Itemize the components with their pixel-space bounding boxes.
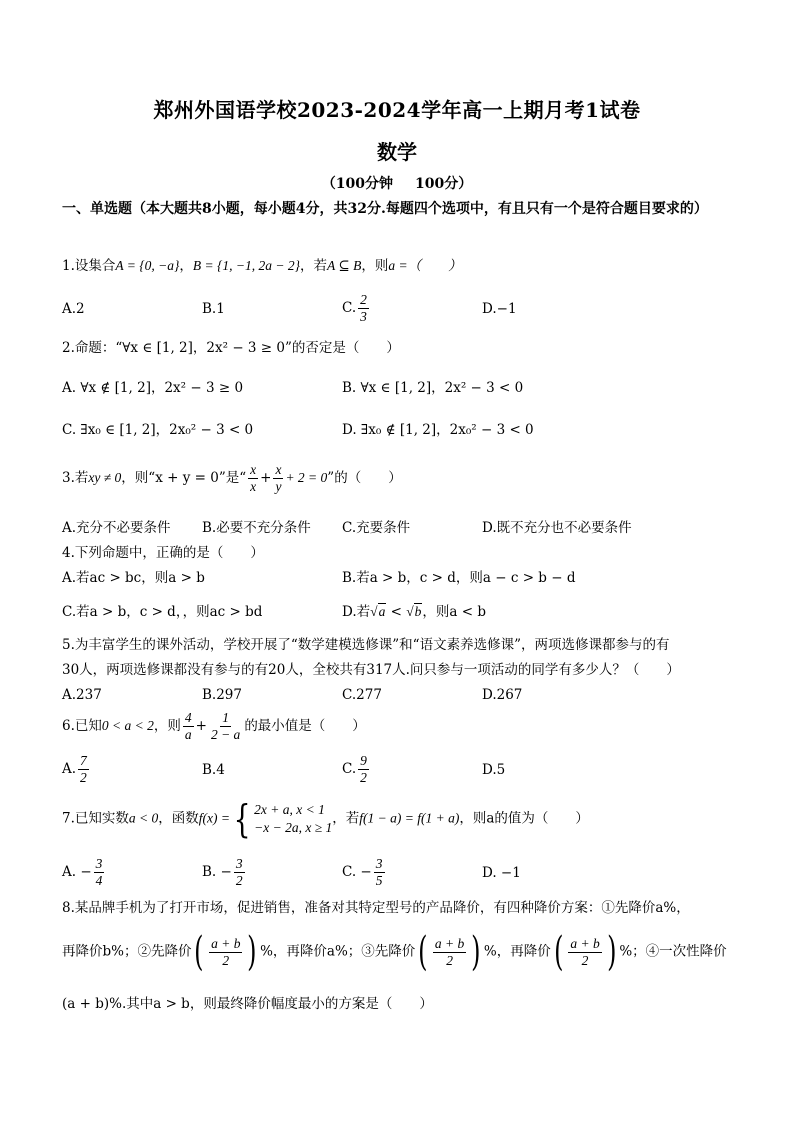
question-5-stem-line1: 5.为丰富学生的课外活动，学校开展了“数学建模选修课”和“语文素养选修课”，两项选修课都参与的有 (62, 637, 670, 653)
option-c[interactable]: C. ∃x₀ ∈ [1, 2]，2x₀² − 3 < 0 (62, 422, 254, 438)
question-1-stem: 1.设集合A = {0, −a}，B = {1, −1, 2a − 2}，若A ⊆ B，则a =（ ） (62, 258, 462, 274)
option-b[interactable]: B.1 (202, 301, 225, 317)
option-c[interactable]: C.充要条件 (342, 520, 411, 536)
option-a[interactable]: A.若ac > bc，则a > b (62, 570, 205, 586)
option-b[interactable]: B. ∀x ∈ [1, 2]，2x² − 3 < 0 (342, 380, 524, 396)
option-b[interactable]: B.若a > b，c > d，则a − c > b − d (342, 570, 576, 586)
question-8-stem-line1: 8.某品牌手机为了打开市场，促进销售，准备对其特定型号的产品降价，有四种降价方案：①先降价a%， (62, 900, 690, 916)
question-8-stem-line2: 再降价b%；②先降价 ( $\frac{a + b}{2}$ ) %，再降价a%；③先降价 ( $\frac{a + b}{2}$ ) %，再降价 ( $\frac{a + b}{2}$ ) %；④一次性降价 (62, 929, 727, 975)
question-3-options (62, 517, 742, 539)
question-5-stem-line2: 30人，两项选修课都没有参与的有20人，全校共有317人.问只参与一项活动的同学有多少人？（ ） (62, 662, 680, 678)
score-info: 100分） (415, 176, 473, 192)
option-d[interactable]: D.既不充分也不必要条件 (482, 520, 632, 536)
exam-info (0, 173, 794, 193)
option-c[interactable]: C. $\frac{2}{3}$ (342, 292, 367, 324)
option-c[interactable]: C. $\frac{9}{2}$ (342, 753, 367, 785)
question-6-options (62, 753, 742, 789)
option-a[interactable]: A.237 (62, 687, 102, 703)
option-b[interactable]: B.必要不充分条件 (202, 520, 311, 536)
question-4-options-row1 (62, 567, 742, 589)
question-4-stem: 4.下列命题中，正确的是（ ） (62, 545, 264, 561)
question-1-options (62, 292, 742, 328)
question-2-stem: 2.命题：“∀x ∈ [1, 2]，2x² − 3 ≥ 0”的否定是（ ） (62, 340, 400, 356)
option-a[interactable]: A. ∀x ∉ [1, 2]，2x² − 3 ≥ 0 (62, 380, 244, 396)
option-c[interactable]: C. − $\frac{3}{5}$ (342, 856, 383, 888)
option-d[interactable]: D.−1 (482, 301, 517, 317)
option-d[interactable]: D.5 (482, 762, 506, 778)
option-a[interactable]: A. − $\frac{3}{4}$ (62, 856, 103, 888)
subject-title: 数学 (377, 140, 417, 164)
option-d[interactable]: D.267 (482, 687, 523, 703)
time-info: （100分钟 (321, 176, 393, 192)
option-c[interactable]: C.277 (342, 687, 382, 703)
option-a[interactable]: A.充分不必要条件 (62, 520, 171, 536)
exam-title: 郑州外国语学校2023-2024学年高一上期月考1试卷 (153, 98, 641, 122)
question-7-options (62, 856, 742, 892)
question-6-stem: 6.已知0 < a < 2，则 $\frac{4}{a}$ + $\frac{1}{2 - a}$ 的最小值是（ ） (62, 710, 366, 742)
question-5-options (62, 684, 742, 706)
option-b[interactable]: B. − $\frac{3}{2}$ (202, 856, 243, 888)
option-b[interactable]: B.297 (202, 687, 242, 703)
option-d[interactable]: D. −1 (482, 865, 521, 881)
section-heading: 一、单选题（本大题共8小题，每小题4分，共32分.每题四个选项中，有且只有一个是符合题目要求的） (62, 201, 708, 217)
question-2-options-row1 (62, 377, 742, 399)
question-7-stem: 7.已知实数a < 0，函数f(x) = { 2x + a, x < 1 −x − 2a, x ≥ 1 ，若f(1 − a) = f(1 + a)，则a的值为（ ） (62, 797, 589, 841)
question-8-stem-line3: (a + b)%.其中a > b，则最终降价幅度最小的方案是（ ） (62, 996, 433, 1012)
question-4-options-row2 (62, 601, 742, 623)
option-a[interactable]: A. $\frac{7}{2}$ (62, 753, 87, 785)
option-d[interactable]: D.若√a < √b，则a < b (342, 604, 486, 620)
option-c[interactable]: C.若a > b，c > d，，则ac > bd (62, 604, 263, 620)
question-3-stem: 3.若xy ≠ 0，则“x + y = 0”是“ $\frac{x}{x}$ + $\frac{x}{y}$ + 2 = 0”的（ ） (62, 462, 402, 494)
option-d[interactable]: D. ∃x₀ ∉ [1, 2]，2x₀² − 3 < 0 (342, 422, 534, 438)
option-a[interactable]: A.2 (62, 301, 85, 317)
option-b[interactable]: B.4 (202, 762, 225, 778)
question-2-options-row2 (62, 419, 742, 441)
